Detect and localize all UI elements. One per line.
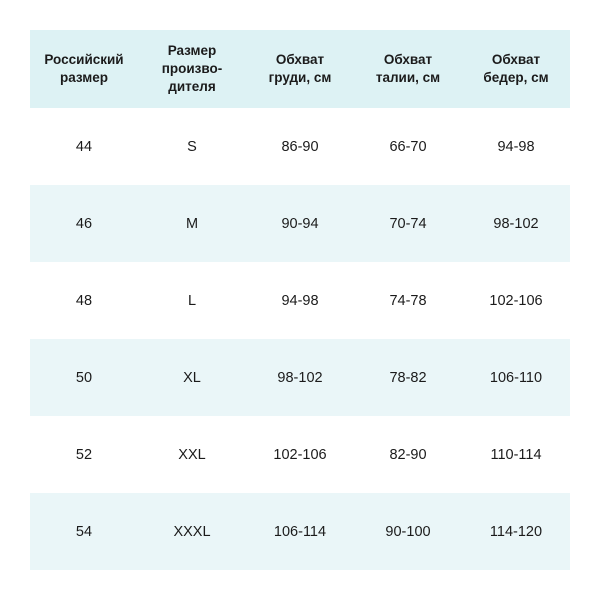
- column-header-hips: [462, 30, 570, 108]
- cell-waist: 90-100: [354, 493, 462, 570]
- cell-manufacturer-size: XXL: [138, 416, 246, 493]
- column-header-waist: [354, 30, 462, 108]
- cell-hips: 102-106: [462, 262, 570, 339]
- cell-chest: 102-106: [246, 416, 354, 493]
- cell-russian-size: 50: [30, 339, 138, 416]
- column-header-russian-size: [30, 30, 138, 108]
- column-header-line: груди, см: [268, 70, 332, 85]
- column-header-line: произво-: [161, 60, 223, 76]
- table-row: [30, 416, 570, 493]
- cell-russian-size: 52: [30, 416, 138, 493]
- column-header-line: Обхват: [275, 51, 325, 67]
- cell-chest: 106-114: [246, 493, 354, 570]
- table-row: [30, 262, 570, 339]
- cell-russian-size: 44: [30, 108, 138, 185]
- cell-waist: 82-90: [354, 416, 462, 493]
- column-header-line: Российский: [44, 51, 124, 67]
- cell-manufacturer-size: M: [138, 185, 246, 262]
- cell-hips: 94-98: [462, 108, 570, 185]
- cell-waist: 66-70: [354, 108, 462, 185]
- cell-russian-size: 46: [30, 185, 138, 262]
- table-row: [30, 185, 570, 262]
- column-header-line: бедер, см: [483, 70, 549, 85]
- cell-chest: 90-94: [246, 185, 354, 262]
- column-header-chest: [246, 30, 354, 108]
- cell-waist: 70-74: [354, 185, 462, 262]
- column-header-line: размер: [59, 70, 109, 85]
- cell-russian-size: 54: [30, 493, 138, 570]
- column-header-line: Обхват: [383, 51, 433, 67]
- cell-manufacturer-size: L: [138, 262, 246, 339]
- size-chart-table: [30, 30, 570, 570]
- cell-hips: 114-120: [462, 493, 570, 570]
- column-header-line: дителя: [168, 79, 216, 95]
- cell-waist: 74-78: [354, 262, 462, 339]
- column-header-manufacturer-size: [138, 30, 246, 108]
- table-row: [30, 108, 570, 185]
- table-row: [30, 339, 570, 416]
- table-row: [30, 493, 570, 570]
- cell-hips: 98-102: [462, 185, 570, 262]
- cell-manufacturer-size: XL: [138, 339, 246, 416]
- cell-manufacturer-size: XXXL: [138, 493, 246, 570]
- cell-russian-size: 48: [30, 262, 138, 339]
- cell-chest: 86-90: [246, 108, 354, 185]
- cell-hips: 106-110: [462, 339, 570, 416]
- table-header-row: [30, 30, 570, 108]
- table-body: [30, 108, 570, 570]
- cell-manufacturer-size: S: [138, 108, 246, 185]
- column-header-line: Обхват: [491, 51, 541, 67]
- column-header-line: Размер: [167, 42, 217, 58]
- column-header-line: талии, см: [375, 70, 441, 85]
- cell-hips: 110-114: [462, 416, 570, 493]
- cell-chest: 98-102: [246, 339, 354, 416]
- cell-chest: 94-98: [246, 262, 354, 339]
- table-header: [30, 30, 570, 108]
- cell-waist: 78-82: [354, 339, 462, 416]
